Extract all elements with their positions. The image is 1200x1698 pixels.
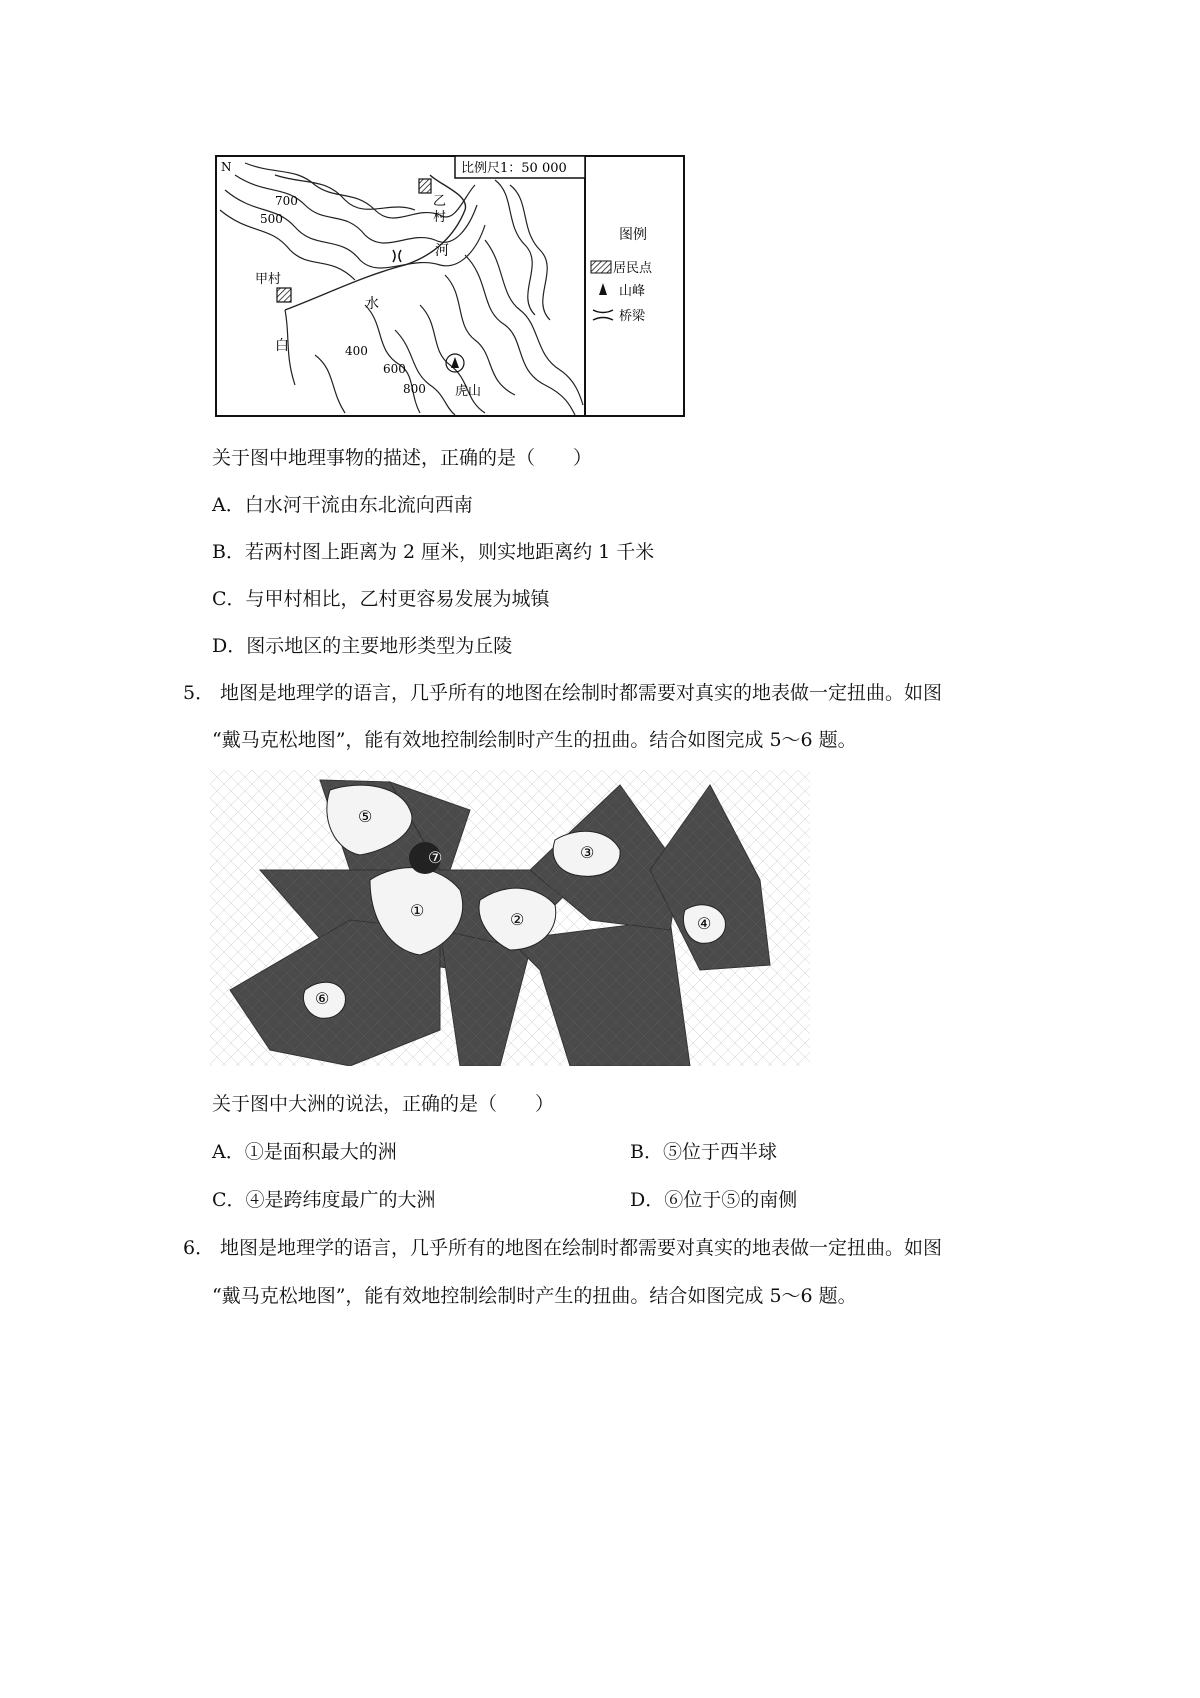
continent-label-3: ③ <box>580 843 595 862</box>
river-char-he: 河 <box>435 243 449 259</box>
topographic-map <box>215 155 685 417</box>
q4-option-b <box>212 540 654 564</box>
contour-label-500: 500 <box>260 212 283 226</box>
q5-stem: 关于图中大洲的说法，正确的是（ ） <box>212 1093 555 1115</box>
q4-option-d <box>212 634 512 658</box>
option-text: ①是面积最大的洲 <box>244 1141 397 1163</box>
legend-title: 图例 <box>619 227 647 243</box>
q5-option-c <box>212 1188 436 1212</box>
q5-number: 5． <box>183 682 215 704</box>
option-letter: A． <box>212 494 245 516</box>
village-a-symbol <box>277 288 291 302</box>
village-b-symbol <box>419 179 431 193</box>
scale-text: 比例尺1：50 000 <box>461 161 567 176</box>
q4-stem: 关于图中地理事物的描述，正确的是（ ） <box>212 447 593 469</box>
q5-option-d <box>630 1188 797 1212</box>
q5-intro-line1: 地图是地理学的语言，几乎所有的地图在绘制时都需要对真实的地表做一定扭曲。如图 <box>220 682 943 704</box>
river-char-shui: 水 <box>365 296 379 312</box>
contour-label-600: 600 <box>383 362 406 376</box>
contour-label-400: 400 <box>345 344 368 358</box>
q6-intro-line2: “戴马克松地图”，能有效地控制绘制时产生的扭曲。结合如图完成 5～6 题。 <box>212 1285 857 1307</box>
option-letter: A． <box>212 1141 245 1163</box>
q5-option-a <box>212 1140 397 1164</box>
q6-number: 6． <box>183 1237 215 1259</box>
legend-item-peak: 山峰 <box>619 284 646 299</box>
q4-option-a <box>212 493 473 517</box>
contour-label-800: 800 <box>403 382 426 396</box>
village-b-label-2: 村 <box>433 210 447 225</box>
option-letter: B． <box>212 541 245 563</box>
q4-option-c <box>212 587 550 611</box>
option-text: ④是跨纬度最广的大洲 <box>245 1189 436 1211</box>
q5-intro-line2: “戴马克松地图”，能有效地控制绘制时产生的扭曲。结合如图完成 5～6 题。 <box>212 729 857 751</box>
north-label: N <box>221 160 232 174</box>
option-text: 与甲村相比，乙村更容易发展为城镇 <box>245 588 550 610</box>
dymaxion-map <box>210 770 810 1066</box>
option-text: 图示地区的主要地形类型为丘陵 <box>246 635 513 657</box>
option-text: ⑤位于西半球 <box>662 1141 777 1163</box>
continent-label-4: ④ <box>697 914 712 933</box>
river-char-bai: 白 <box>275 338 289 354</box>
option-letter: D． <box>630 1189 665 1211</box>
option-text: ⑥位于⑤的南侧 <box>664 1189 798 1211</box>
continent-label-5: ⑤ <box>358 807 373 826</box>
continent-label-2: ② <box>510 910 525 929</box>
q6-intro-line1: 地图是地理学的语言，几乎所有的地图在绘制时都需要对真实的地表做一定扭曲。如图 <box>220 1237 943 1259</box>
legend-hatch-icon <box>591 261 611 273</box>
option-letter: C． <box>212 1189 246 1211</box>
option-text: 白水河干流由东北流向西南 <box>244 494 473 516</box>
peak-label: 虎山 <box>455 384 482 399</box>
option-letter: C． <box>212 588 246 610</box>
legend-item-bridge: 桥梁 <box>619 309 646 324</box>
contour-label-700: 700 <box>275 194 298 208</box>
option-text: 若两村图上距离为 2 厘米，则实地距离约 1 千米 <box>244 541 655 563</box>
q5-option-b <box>630 1140 777 1164</box>
option-letter: B． <box>630 1141 663 1163</box>
continent-label-6: ⑥ <box>315 989 330 1008</box>
village-b-label-1: 乙 <box>433 194 447 209</box>
option-letter: D． <box>212 635 247 657</box>
village-a-label: 甲村 <box>255 272 282 287</box>
continent-label-1: ① <box>410 901 425 920</box>
legend-item-settlement: 居民点 <box>613 261 653 276</box>
continent-label-7: ⑦ <box>428 848 443 867</box>
